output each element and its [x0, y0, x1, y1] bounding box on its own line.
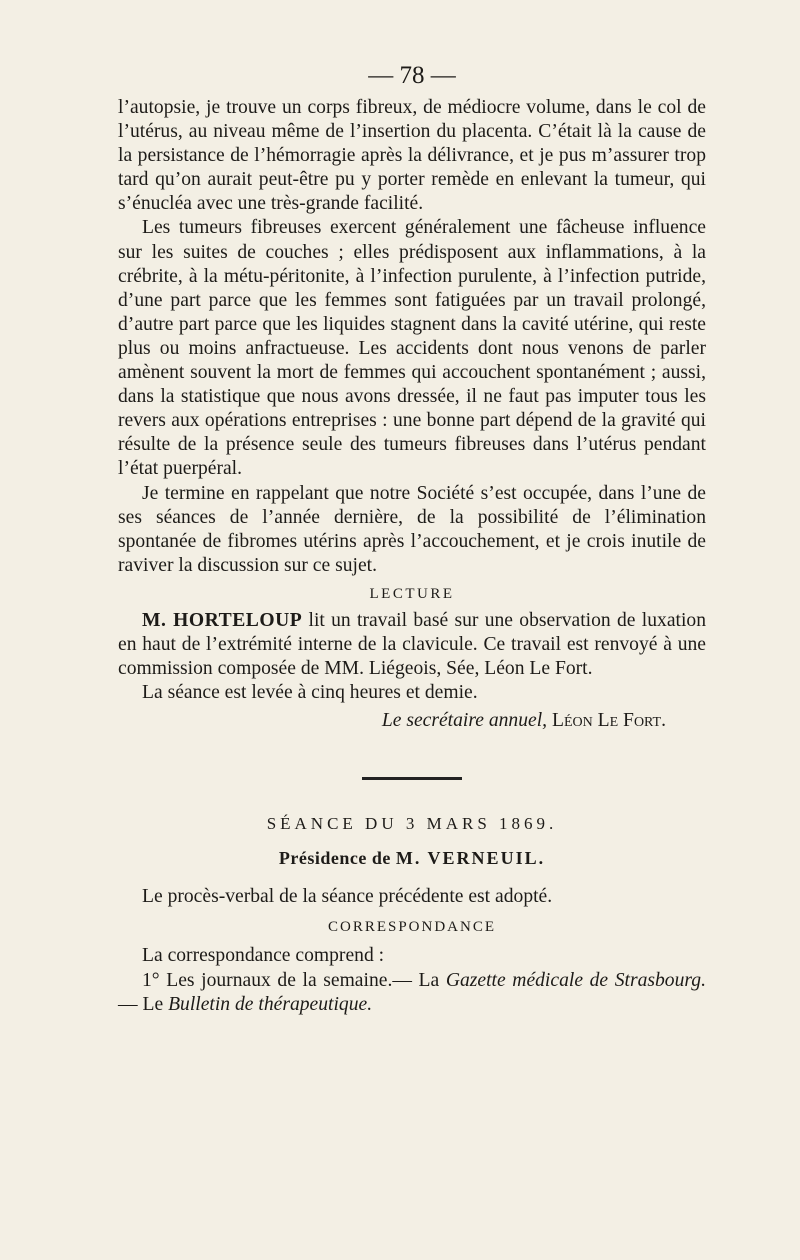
- document-page: [118, 62, 706, 1017]
- section-divider: [362, 777, 462, 780]
- correspondance-heading: CORRESPONDANCE: [327, 919, 497, 936]
- journals-lead: 1° Les journaux de la semaine.— La: [142, 969, 446, 991]
- closing-line: La séance est levée à cinq heures et demie.: [142, 682, 478, 704]
- paragraph-tumeurs-fibreuses: Les tumeurs fibreuses exercent généralement une fâcheuse influence sur les suites de couches ; elles prédisposent aux inflammations, à la crébrite, à la métu-péritonite, à l’infection purulente, à l’infection putride, d’une part parce que les femmes sont fatiguées par un travail prolongé, d’autre part parce que les liquides stagnent dans la cavité utérine, qui reste plus ou moins anfractueuse. Les accidents dont nous venons de parler amènent souvent la mort de femmes qui accouchent spontanément ; aussi, dans la statistique que nous avons dressée, il ne faut pas imputer tous les revers aux opérations entreprises : une bonne part dépend de la gravité qui résulte de la présence seule des tumeurs fibreuses dans l’utérus pendant l’état puerpéral.: [118, 217, 706, 480]
- presidence-prefix: Présidence de: [278, 848, 396, 869]
- signature-name: Léon Le Fort.: [551, 710, 666, 732]
- journal-bulletin: Bulletin de thérapeutique.: [168, 993, 373, 1015]
- seance-title: SÉANCE DU 3 MARS 1869.: [266, 814, 558, 834]
- proces-verbal-line: Le procès-verbal de la séance précédente est adopté.: [142, 886, 553, 908]
- paragraph-autopsie: l’autopsie, je trouve un corps fibreux, de médiocre volume, dans le col de l’utérus, au niveau même de l’insertion du placenta. C’était là la cause de la persistance de l’hémorragie après la délivrance, et je pus m’assurer trop tard qu’on aurait peut-être pu y porter remède en enlevant la tumeur, qui s’énucléa avec une très-grande facilité.: [118, 97, 706, 215]
- correspondance-intro: La correspondance comprend :: [142, 945, 385, 967]
- page-number: — 78 —: [368, 62, 456, 89]
- presidence-line: [118, 848, 706, 869]
- signature: [118, 709, 706, 733]
- journals-separator: — Le: [118, 993, 169, 1015]
- lecture-heading: LECTURE: [369, 585, 455, 602]
- journals-paragraph: [118, 969, 706, 1017]
- paragraph-conclusion: Je termine en rappelant que notre Société s’est occupée, dans l’une de ses séances de l’année dernière, de la possibilité de l’élimination spontanée de fibromes utérins après l’accouchement, et je crois inutile de raviver la discussion sur ce sujet.: [118, 482, 706, 576]
- lecture-paragraph: [118, 609, 706, 681]
- signature-role: Le secrétaire annuel,: [381, 710, 548, 732]
- presidence-name: M. VERNEUIL.: [395, 848, 546, 869]
- journal-gazette: Gazette médicale de Strasbourg.: [445, 969, 706, 991]
- lecture-author: M. HORTELOUP: [142, 609, 303, 631]
- lecture-text: lit un travail basé sur une observation de luxation en haut de l’extrémité interne de la clavicule. Ce travail est renvoyé à une commission composée de MM. Liégeois, Sée, Léon Le Fort.: [118, 609, 706, 680]
